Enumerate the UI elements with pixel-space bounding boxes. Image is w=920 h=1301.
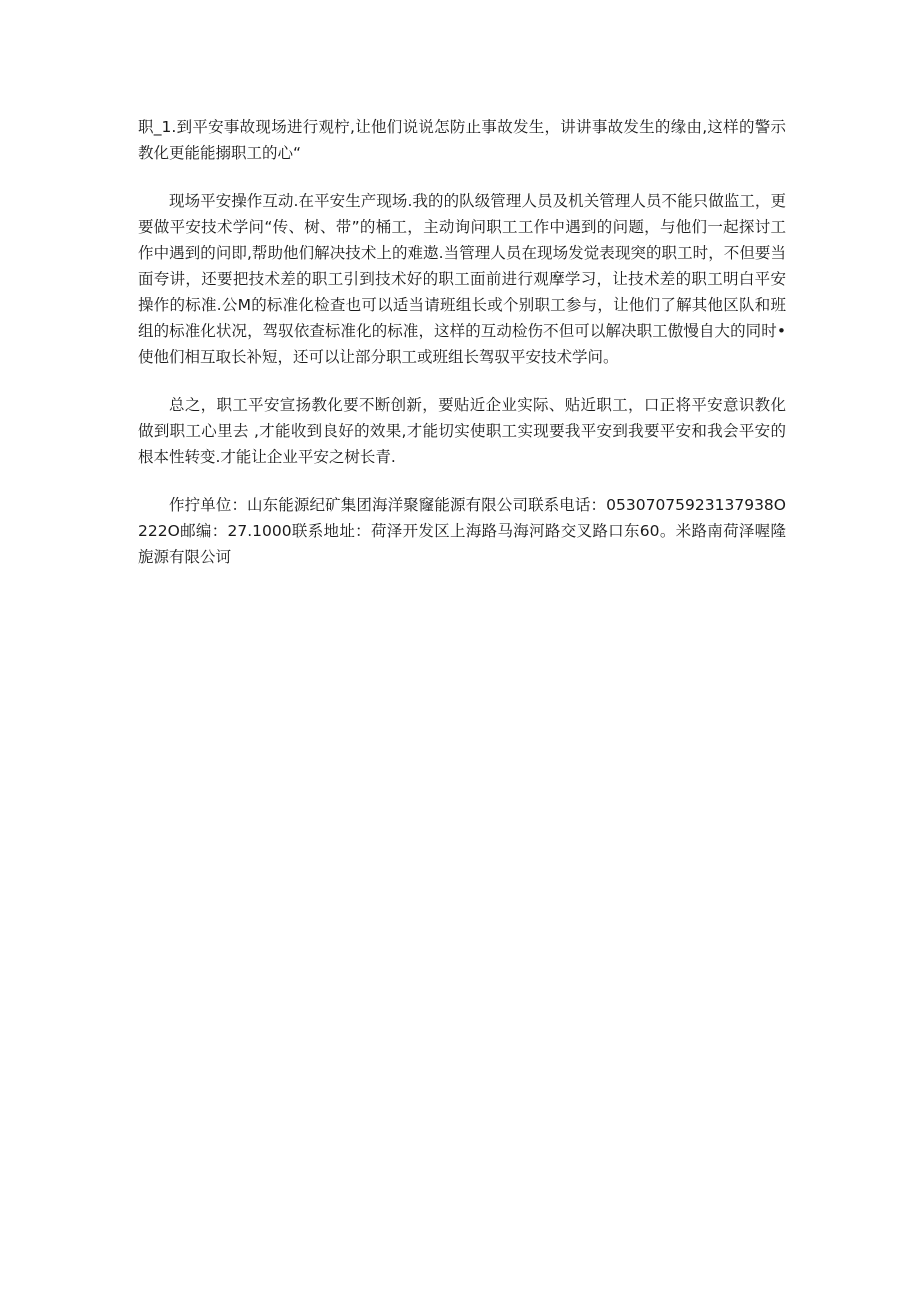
paragraph-author-contact: 作拧单位：山东能源纪矿集团海洋聚窿能源有限公司联系电话：05307075923137938O222O邮编：27.1000联系地址：荷泽开发区上海路马海河路交叉路口东60。米路南荷泽喔隆旎源有限公诃 bbox=[138, 496, 786, 566]
paragraph-conclusion: 总之，职工平安宣扬教化要不断创新，要贴近企业实际、贴近职工，口正将平安意识教化做到职工心里去 ,才能收到良好的效果,才能切实使职工实现要我平安到我要平安和我会平安的根本性转变.才能让企业平安之树长青. bbox=[138, 396, 786, 466]
paragraph-onsite-safety-interaction: 现场平安操作互动.在平安生产现场.我的的队级管理人员及机关管理人员不能只做监工，更要做平安技术学问“传、树、带”的桶工，主动询问职工工作中遇到的问题，与他们一起探讨工作中遇到的问即,帮助他们解决技术上的难遨.当管理人员在现场发觉表现突的职工时，不但要当面夸讲，还要把技术差的职工引到技术好的职工面前进行观摩学习，让技术差的职工明白平安操作的标准.公M的标准化检查也可以适当请班组长或个别职工参与，让他们了解其他区队和班组的标准化状况，驾驭依查标准化的标准，这样的互动检伤不但可以解决职工傲慢自大的同时•使他们相互取长补短，还可以让部分职工或班组长驾驭平安技术学问。 bbox=[138, 192, 786, 366]
paragraph-accident-site-visit: 职_1.到平安事故现场进行观柠,让他们说说怎防止事故发生，讲讲事故发生的缘由,这样的警示教化更能能搦职工的心“ bbox=[138, 118, 786, 162]
document-body bbox=[138, 114, 786, 592]
